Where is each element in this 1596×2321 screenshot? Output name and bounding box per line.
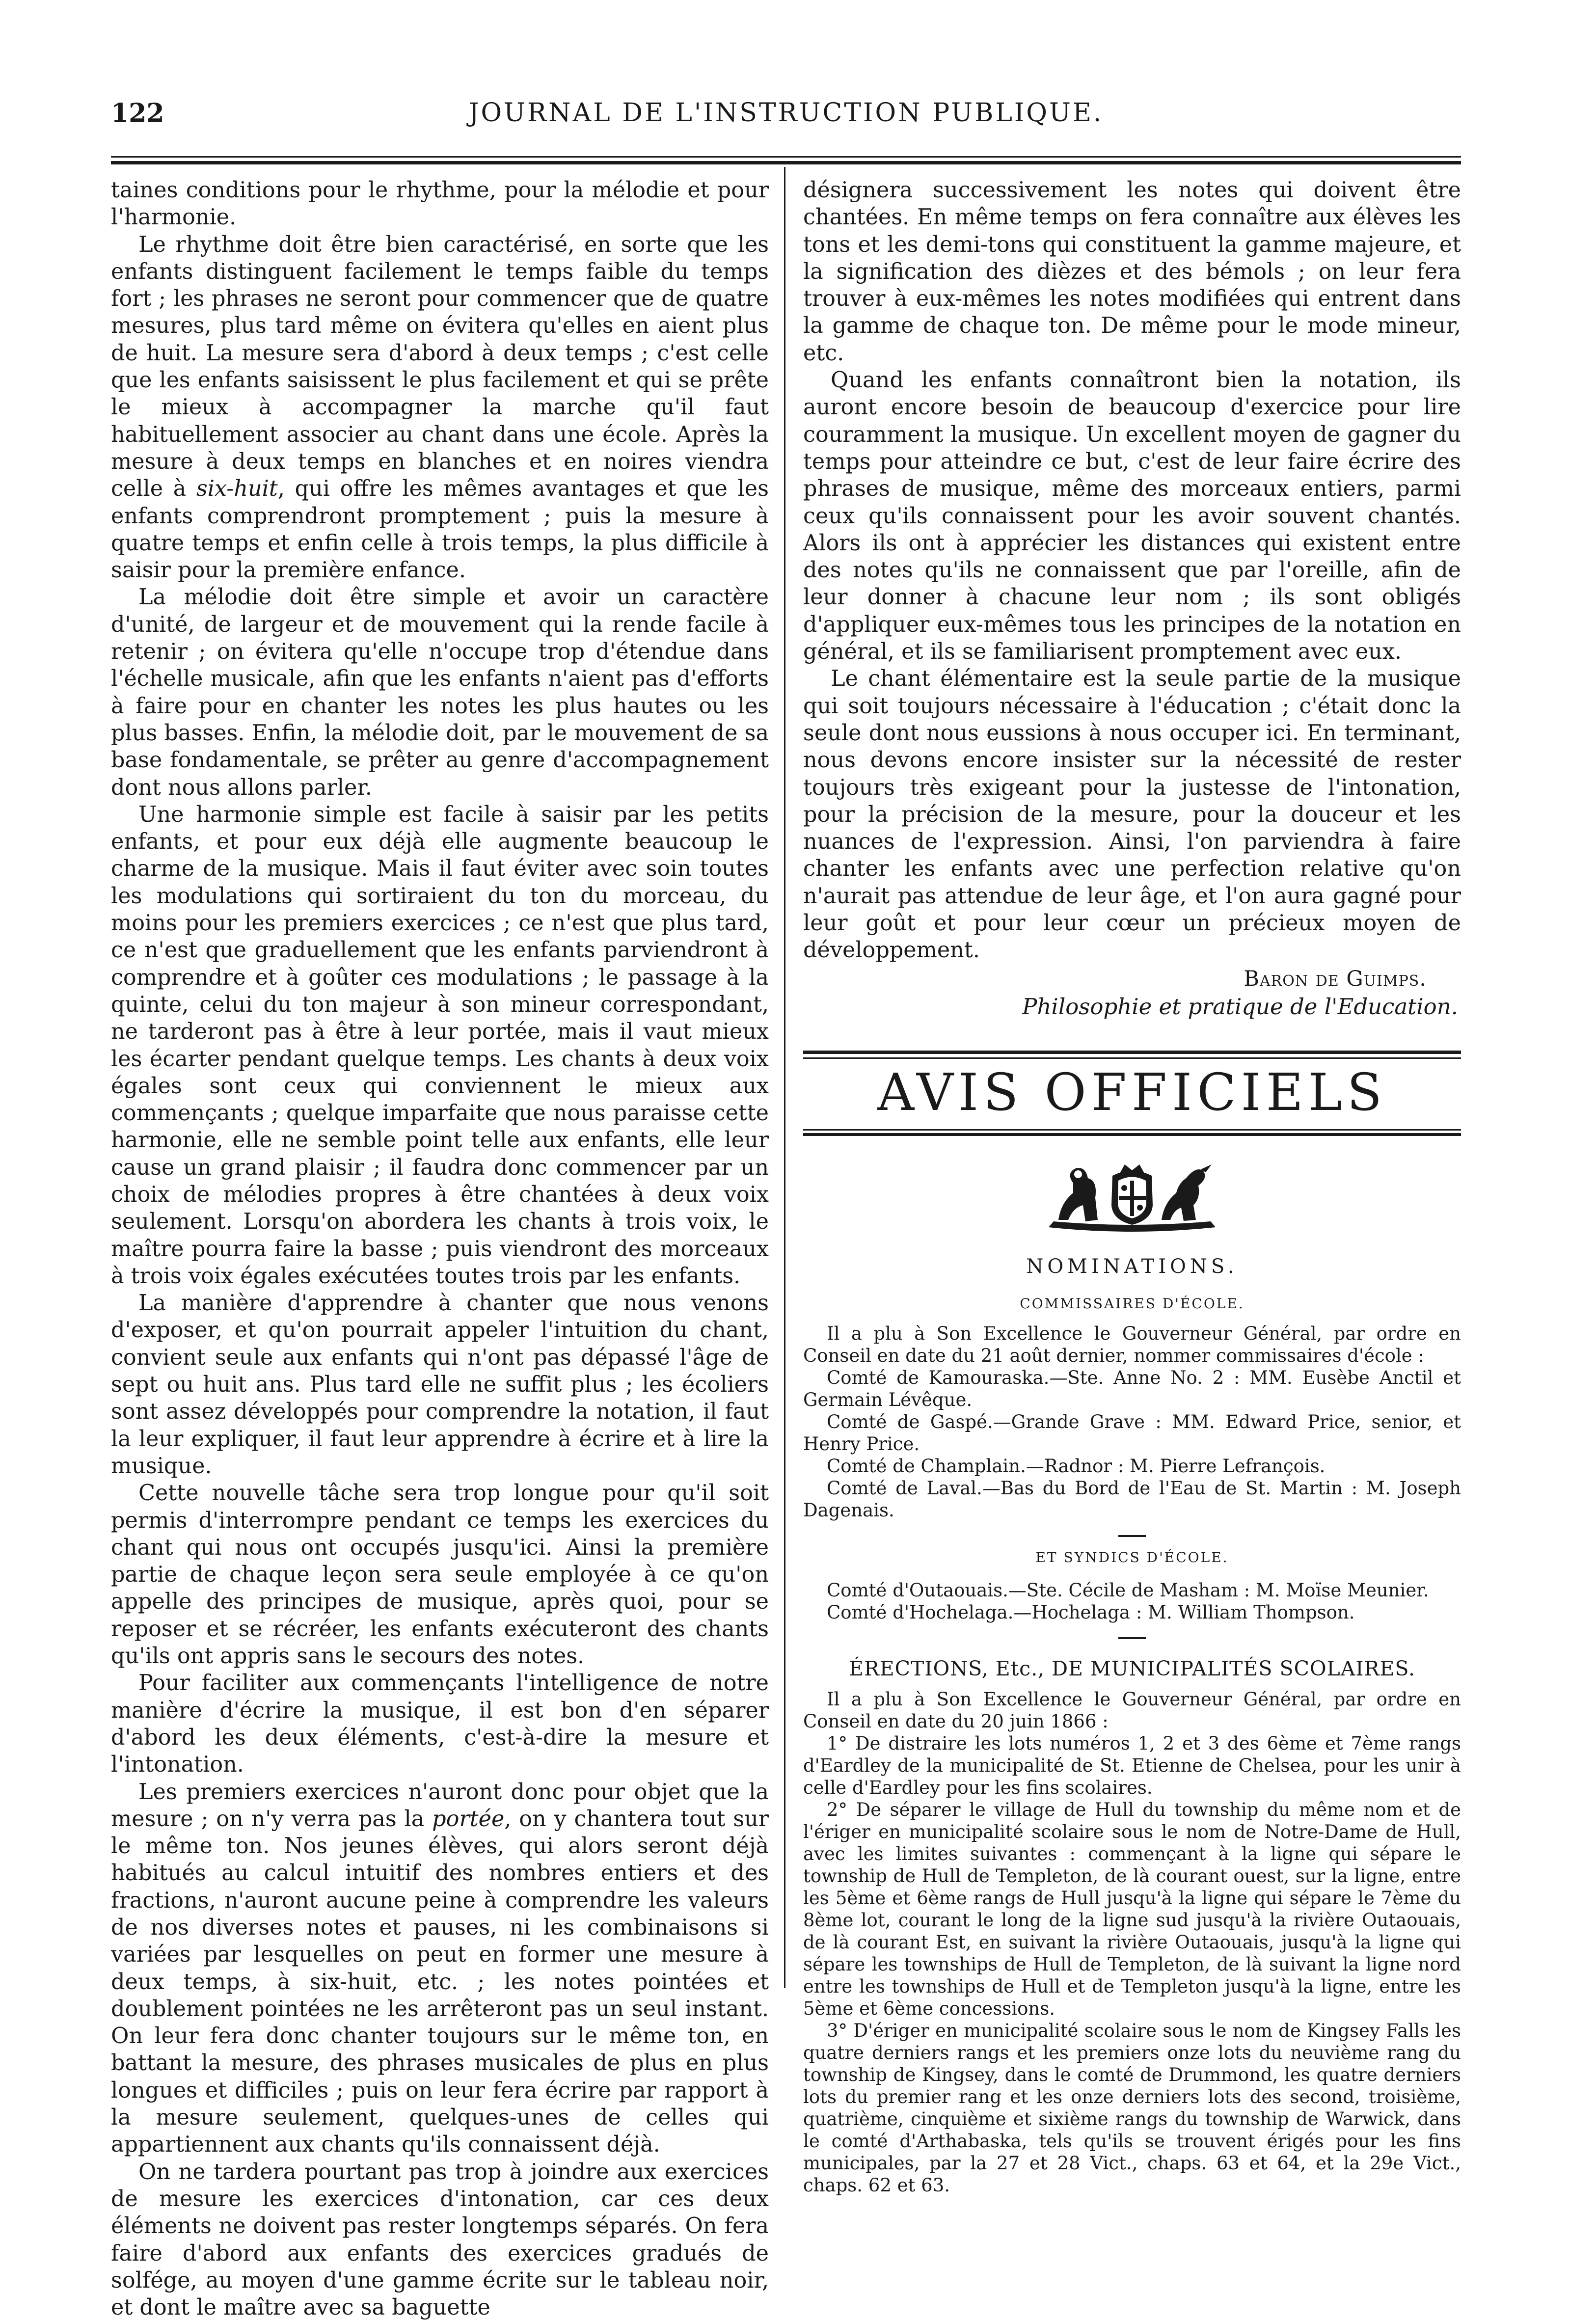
paragraph (111, 177, 769, 231)
notice-paragraph: Comté d'Outaouais.—Ste. Cécile de Masham : M. Moïse Meunier. (827, 1579, 1429, 1601)
paragraph (803, 665, 1461, 964)
paragraph-text: Les premiers exercices n'auront donc pour objet que la mesure ; on n'y verra pas la (111, 1779, 769, 1832)
column-divider (784, 167, 785, 1988)
avis-rule-bottom-thin (803, 1129, 1461, 1131)
header-rule-thick (111, 161, 1461, 164)
notice-paragraph: 3° D'ériger en municipalité scolaire sous le nom de Kingsey Falls les quatre derniers rangs et les premiers onze lots du neuvième rang du township de Kingsey, dans le comté de Drummond, les quatre derniers lots du premier rang et les onze derniers lots des second, troisième, quatrième, cinquième et sixième rangs du township de Warwick, dans le comté d'Arthabaska, tels qu'ils se trouvent érigés pour les fins municipales, par la 27 et 28 Vict., chaps. 63 et 64, et la 29e Vict., chaps. 62 et 63. (803, 2020, 1461, 2196)
royal-coat-of-arms-icon (1039, 1163, 1225, 1237)
article-continuation (803, 177, 1461, 964)
paragraph-text: La manière d'apprendre à chanter que nous venons d'exposer, et qu'on pourrait appeler l'intuition du chant, convient seule aux enfants qui n'ont pas dépassé l'âge de sept ou huit ans. Plus tard elle ne suffit plus ; les écoliers sont assez développés pour comprendre la notation, il faut la leur expliquer, il faut leur apprendre à écrire et à lire la musique. (111, 1291, 769, 1479)
paragraph-text: Le rhythme doit être bien caractérisé, en sorte que les enfants distinguent facilement le temps faible du temps fort ; les phrases ne seront pour commencer que de quatre mesures, plus tard même on évitera qu'elles en aient plus de huit. La mesure sera d'abord à deux temps ; c'est celle que les enfants saisissent le plus facilement et qui se prête le mieux à accompagner la marche qu'il faut habituellement associer au chant dans une école. Après la mesure à deux temps en blanches et en noires viendra celle à (111, 232, 769, 502)
page-header (111, 98, 1461, 137)
paragraph-text: Quand les enfants connaîtront bien la notation, ils auront encore besoin de beaucoup d'exercice pour lire couramment la musique. Un excellent moyen de gagner du temps pour atteindre ce but, c'est de leur faire écrire des phrases de musique, même des morceaux entiers, parmi ceux qu'ils connaissent pour les avoir souvent chantés. Alors ils ont à apprécier les distances qui existent entre des notes qu'ils ne connaissent que par l'oreille, afin de leur donner à chacune leur nom ; ils sont obligés d'appliquer eux-mêmes tous les principes de la notation en général, et ils se familiarisent promptement avec eux. (803, 368, 1461, 665)
paragraph-text: Une harmonie simple est facile à saisir par les petits enfants, et pour eux déjà elle augmente beaucoup le charme de la musique. Mais il faut éviter avec soin toutes les modulations qui sortiraient du ton du morceau, du moins pour les premiers exercices ; ce n'est que plus tard, ce n'est que graduellement que les enfants parviendront à comprendre et à goûter ces modulations ; le passage à la quinte, celui du ton majeur à son mineur correspondant, ne tarderont pas à être à leur portée, mais il vaut mieux les écarter pendant quelque temps. Les chants à deux voix égales sont ceux qui conviennent le mieux aux commençants ; quelque imparfaite que nous paraisse cette harmonie, elle ne semble point telle aux enfants, elle leur cause un grand plaisir ; il faudra donc commencer par un choix de mélodies propres à être chantées à deux voix seulement. Lorsqu'on abordera les chants à trois voix, le maître pourra faire la basse ; puis viendront des morceaux à trois voix égales exécutées toutes trois par les enfants. (111, 802, 769, 1289)
erections-list (803, 1688, 1461, 2196)
paragraph-text: taines conditions pour le rhythme, pour la mélodie et pour l'harmonie. (111, 178, 769, 230)
paragraph (111, 584, 769, 801)
right-column (803, 177, 1461, 2196)
notice-paragraph: 1° De distraire les lots numéros 1, 2 et 3 des 6ème et 7ème rangs d'Eardley de la municipalité de St. Etienne de Chelsea, pour les unir à celle d'Eardley pour les fins scolaires. (803, 1732, 1461, 1798)
paragraph-text: désignera successivement les notes qui doivent être chantées. En même temps on fera connaître aux élèves les tons et les demi-tons qui constituent la gamme majeure, et la signification des dièzes et des bémols ; on leur fera trouver à eux-mêmes les notes modifiées qui entrent dans la gamme de chaque ton. De même pour le mode mineur, etc. (803, 178, 1461, 366)
syndics-list (803, 1579, 1461, 1623)
notice-paragraph: Comté de Gaspé.—Grande Grave : MM. Edward Price, senior, et Henry Price. (803, 1411, 1461, 1455)
paragraph-text: , qui offre les mêmes avantages et que les enfants comprendront promptement ; puis la mesure à quatre temps et enfin celle à trois temps, la plus difficile à saisir pour la première enfance. (111, 476, 769, 583)
commissaires-heading: COMMISSAIRES D'ÉCOLE. (1020, 1295, 1244, 1312)
paragraph (111, 1670, 769, 1778)
section-divider (1118, 1535, 1146, 1537)
author-signature: Baron de Guimps. (1244, 966, 1427, 991)
notice-paragraph: Il a plu à Son Excellence le Gouverneur Général, par ordre en Conseil en date du 21 août dernier, nommer commissaires d'école : (803, 1322, 1461, 1366)
notice-paragraph: Comté d'Hochelaga.—Hochelaga : M. William Thompson. (827, 1601, 1355, 1623)
paragraph (111, 1290, 769, 1480)
nominations-heading: NOMINATIONS. (1026, 1255, 1238, 1278)
paragraph-text: Pour faciliter aux commençants l'intelligence de notre manière d'écrire la musique, il est bon d'en séparer d'abord les deux éléments, c'est-à-dire la mesure et l'intonation. (111, 1671, 769, 1778)
emphasis: six-huit (196, 476, 278, 502)
avis-officiels-banner (803, 1051, 1461, 1144)
paragraph-text: La mélodie doit être simple et avoir un caractère d'unité, de largeur et de mouvement qui la rende facile à retenir ; on évitera qu'elle n'occupe trop d'étendue dans l'échelle musicale, afin que les enfants n'aient pas d'efforts à faire pour en chanter les notes les plus hautes ou les plus basses. Enfin, la mélodie doit, par le mouvement de sa base fondamentale, se prêter au genre d'accompagnement dont nous allons parler. (111, 585, 769, 800)
paragraph (111, 1480, 769, 1670)
commissaires-list (803, 1322, 1461, 1521)
paragraph (111, 1779, 769, 2159)
paragraph-text: On ne tardera pourtant pas trop à joindre aux exercices de mesure les exercices d'intonation, car ces deux éléments ne doivent pas rester longtemps séparés. On fera faire d'abord aux enfants des exercices gradués de solfége, au moyen d'une gamme écrite sur le tableau noir, et dont le maître avec sa baguette (111, 2159, 769, 2321)
avis-rule-top-thin (803, 1057, 1461, 1059)
notice-paragraph: Il a plu à Son Excellence le Gouverneur Général, par ordre en Conseil en date du 20 juin 1866 : (803, 1688, 1461, 1732)
avis-rule-bottom-thick (803, 1133, 1461, 1136)
paragraph (803, 177, 1461, 367)
avis-rule-top-thick (803, 1051, 1461, 1054)
erections-heading: ÉRECTIONS, Etc., DE MUNICIPALITÉS SCOLAIRES. (848, 1656, 1416, 1680)
notice-paragraph: Comté de Laval.—Bas du Bord de l'Eau de St. Martin : M. Joseph Dagenais. (803, 1477, 1461, 1521)
journal-title: JOURNAL DE L'INSTRUCTION PUBLIQUE. (468, 98, 1104, 128)
paragraph-text: , on y chantera tout sur le même ton. Nos jeunes élèves, qui alors seront déjà habitués au calcul intuitif des nombres entiers et des fractions, n'auront aucune peine à comprendre les valeurs de nos diverses notes et pauses, ni les combinaisons si variées par lesquelles on peut en former une mesure à deux temps, à six-huit, etc. ; les notes pointées et doublement pointées ne les arrêteront pas un seul instant. On leur fera donc chanter toujours sur le même ton, en battant la mesure, des phrases musicales de plus en plus longues et difficiles ; puis on leur fera écrire par rapport à la mesure seulement, quelques-unes de celles qui appartiennent aux chants qu'ils connaissent déjà. (111, 1806, 769, 2158)
emphasis: portée (432, 1806, 505, 1832)
paragraph (111, 801, 769, 1290)
notice-paragraph: Comté de Kamouraska.—Ste. Anne No. 2 : MM. Eusèbe Anctil et Germain Lévêque. (803, 1367, 1461, 1410)
section-divider (1118, 1637, 1146, 1639)
syndics-heading: ET SYNDICS D'ÉCOLE. (1035, 1549, 1229, 1565)
page-number: 122 (111, 98, 164, 128)
paragraph (111, 231, 769, 584)
paragraph (111, 2159, 769, 2321)
paragraph-text: Le chant élémentaire est la seule partie de la musique qui soit toujours nécessaire à l'éducation ; c'était donc la seule dont nous eussions à nous occuper ici. En terminant, nous devons encore insister sur la nécessité de rester toujours très exigeant pour la justesse de l'intonation, pour la précision de la mesure, pour la douceur et les nuances de l'expression. Ainsi, l'on parviendra à faire chanter les enfants avec une perfection relative qu'on n'aurait pas attendue de leur âge, et l'on aura gagné pour leur goût et pour leur cœur un précieux moyen de développement. (803, 666, 1461, 963)
header-rule-thin (111, 156, 1461, 158)
paragraph-text: Cette nouvelle tâche sera trop longue pour qu'il soit permis d'interrompre pendant ce temps les exercices du chant qui nous ont occupés jusqu'ici. Ainsi la première partie de chaque leçon sera seule employée à ce qu'on appelle des principes de musique, après quoi, pour se reposer et se récréer, les enfants exécuteront des chants qu'ils ont appris sans le secours des notes. (111, 1481, 769, 1669)
article-source: Philosophie et pratique de l'Education. (1022, 993, 1458, 1020)
left-column (111, 177, 769, 2321)
notice-paragraph: 2° De séparer le village de Hull du township du même nom et de l'ériger en municipalité scolaire sous le nom de Notre-Dame de Hull, avec les limites suivantes : commençant à la ligne qui sépare le township de Hull de Templeton, de là courant ouest, sur la ligne, entre les 5ème et 6ème rangs de Hull jusqu'à la ligne qui sépare le 7ème du 8ème lot, courant le long de la ligne sud jusqu'à la rivière Outaouais, de là courant Est, en suivant la rivière Outaouais, jusqu'à la ligne qui sépare les townships de Hull de Templeton, de là suivant la ligne nord entre les townships de Hull et de Templeton jusqu'à la ligne, entre les 5ème et 6ème concessions. (803, 1799, 1461, 2019)
avis-officiels-title: AVIS OFFICIELS (877, 1062, 1387, 1122)
notice-paragraph: Comté de Champlain.—Radnor : M. Pierre Lefrançois. (827, 1455, 1325, 1477)
paragraph (803, 367, 1461, 665)
